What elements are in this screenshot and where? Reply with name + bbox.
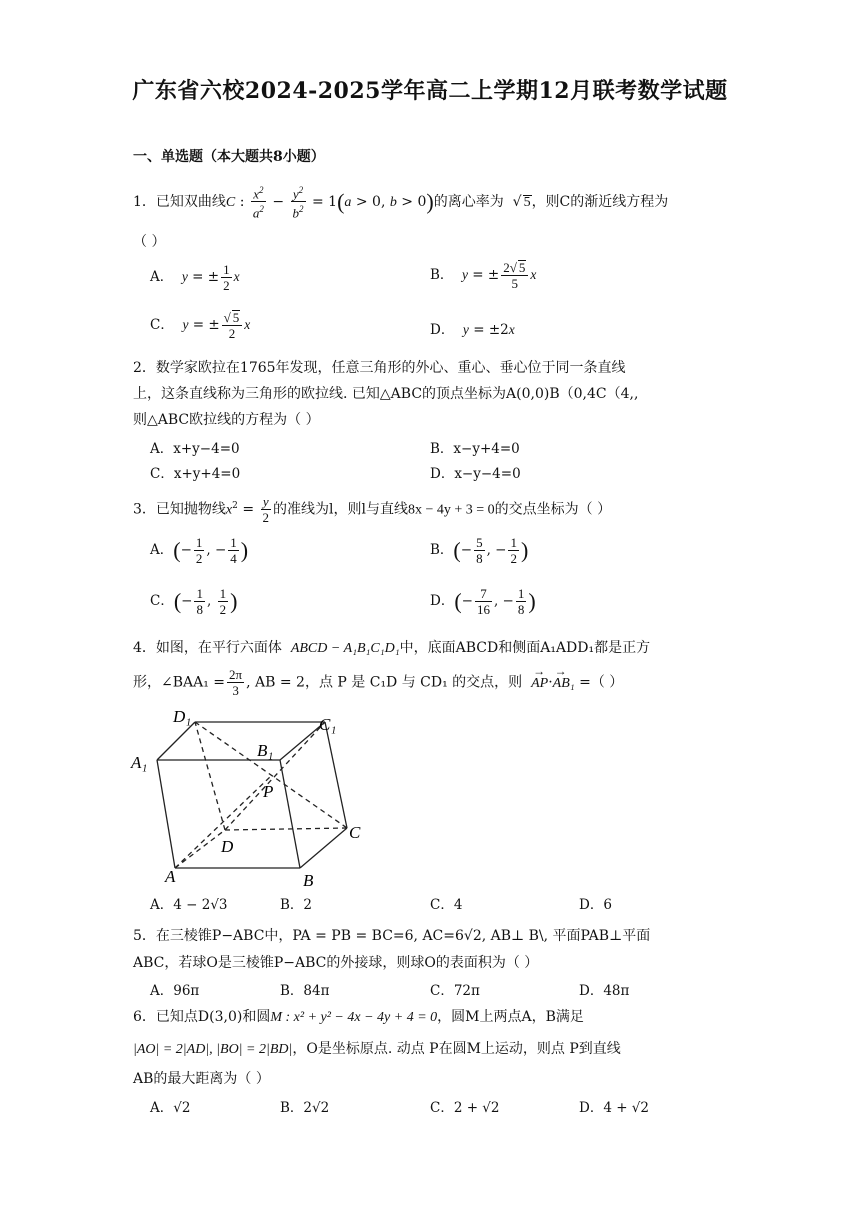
q1-option-d[interactable]: D． y = ±2x xyxy=(430,322,515,338)
label-d1: D₁ xyxy=(173,707,192,726)
q4-option-a[interactable]: A．4 − 2√3 xyxy=(150,897,228,913)
label-b: B xyxy=(303,871,314,890)
q3-option-b[interactable]: B．(− $\frac{5}{8}$ , − $\frac{1}{2}$ ) xyxy=(430,535,529,566)
q2-option-c[interactable]: C．x+y+4=0 xyxy=(150,466,241,482)
q2-option-d[interactable]: D．x−y−4=0 xyxy=(430,466,521,482)
q5-option-b[interactable]: B．84π xyxy=(280,983,330,999)
q4-option-b[interactable]: B．2 xyxy=(280,897,313,913)
label-d: D xyxy=(221,837,234,856)
q6-option-d[interactable]: D．4 + √2 xyxy=(579,1100,649,1116)
page-title: 广东省六校2024-2025学年高二上学期12月联考数学试题 xyxy=(132,78,728,104)
q6-option-c[interactable]: C．2 + √2 xyxy=(430,1100,500,1116)
q5-option-a[interactable]: A．96π xyxy=(150,983,200,999)
question-2-line-2: 上，这条直线称为三角形的欧拉线. 已知△ABC的顶点坐标为A(0,0)B（0,4C（4,, xyxy=(133,386,639,402)
question-3-stem: 3．已知抛物线$x^2$ = $\frac{y}{2}$ 的准线为l，则l与直线8x − 4y + 3 = 0的交点坐标为（ ） xyxy=(133,494,612,525)
question-5-line-2: ABC，若球O是三棱锥P−ABC的外接球，则球O的表面积为（ ） xyxy=(133,955,539,971)
q4-option-d[interactable]: D．6 xyxy=(579,897,612,913)
q1-option-a[interactable]: A． y = ± $\frac{1}{2}$ x xyxy=(150,262,240,293)
question-4-line-1: 4．如图，在平行六面体 ABCD − A₁B₁C₁D₁中，底面ABCD和侧面A₁ADD₁都是正方 xyxy=(133,640,651,656)
section-heading: 一、单选题（本大题共8小题） xyxy=(133,149,325,165)
question-4-line-2: 形，∠BAA₁ = $\frac{2\pi}{3}$ , AB = 2，点 P 是 C₁D 与 CD₁ 的交点，则 → AP·→ AB₁ =（ ） xyxy=(133,667,623,698)
question-2-line-3: 则△ABC欧拉线的方程为（ ） xyxy=(133,412,320,428)
q6-option-a[interactable]: A．√2 xyxy=(150,1100,191,1116)
q3-option-d[interactable]: D．(− $\frac{7}{16}$ , − $\frac{1}{8}$ ) xyxy=(430,586,536,617)
parallelepiped-figure xyxy=(125,700,385,890)
q3-option-c[interactable]: C．(− $\frac{1}{8}$ , $\frac{1}{2}$ ) xyxy=(150,586,238,617)
question-2-line-1: 2．数学家欧拉在1765年发现，任意三角形的外心、重心、垂心位于同一条直线 xyxy=(133,360,626,376)
label-p: P xyxy=(263,782,274,801)
question-6-line-3: AB的最大距离为（ ） xyxy=(133,1071,270,1087)
label-a: A xyxy=(165,867,176,886)
q5-option-c[interactable]: C．72π xyxy=(430,983,480,999)
question-1-paren: （ ） xyxy=(133,234,166,250)
q3-option-a[interactable]: A．(− $\frac{1}{2}$ , − $\frac{1}{4}$ ) xyxy=(150,535,249,566)
label-c: C xyxy=(349,823,361,842)
q1-option-b[interactable]: B． y = ± $\frac{2√ 5}{5}$ x xyxy=(430,260,537,291)
question-1-stem: 1．已知双曲线C : $\frac{x^2}{a^2}$ − $\frac{y^2}{b^2}$ = 1(a > 0, b > 0)的离心率为 √ 5，则C的渐近线方程为 xyxy=(133,185,669,221)
q2-option-b[interactable]: B．x−y+4=0 xyxy=(430,441,520,457)
q2-option-a[interactable]: A．x+y−4=0 xyxy=(150,441,240,457)
label-a1: A₁ xyxy=(131,753,148,772)
q5-option-d[interactable]: D．48π xyxy=(579,983,630,999)
q4-option-c[interactable]: C．4 xyxy=(430,897,463,913)
question-5-line-1: 5．在三棱锥P−ABC中，PA = PB = BC=6, AC=6√2, AB⊥ B\, 平面PAB⊥平面 xyxy=(133,928,651,944)
q6-option-b[interactable]: B．2√2 xyxy=(280,1100,330,1116)
q1-option-c[interactable]: C． y = ± $\frac{√ 5}{2}$ x xyxy=(150,310,251,341)
question-6-line-2: |AO| = 2|AD|, |BO| = 2|BD|，O是坐标原点. 动点 P在圆M上运动，则点 P到直线 xyxy=(133,1041,621,1057)
label-b1: B₁ xyxy=(257,741,274,760)
question-6-line-1: 6．已知点D(3,0)和圆M : x² + y² − 4x − 4y + 4 = 0，圆M上两点A，B满足 xyxy=(133,1009,584,1025)
label-c1: C₁ xyxy=(319,715,337,734)
